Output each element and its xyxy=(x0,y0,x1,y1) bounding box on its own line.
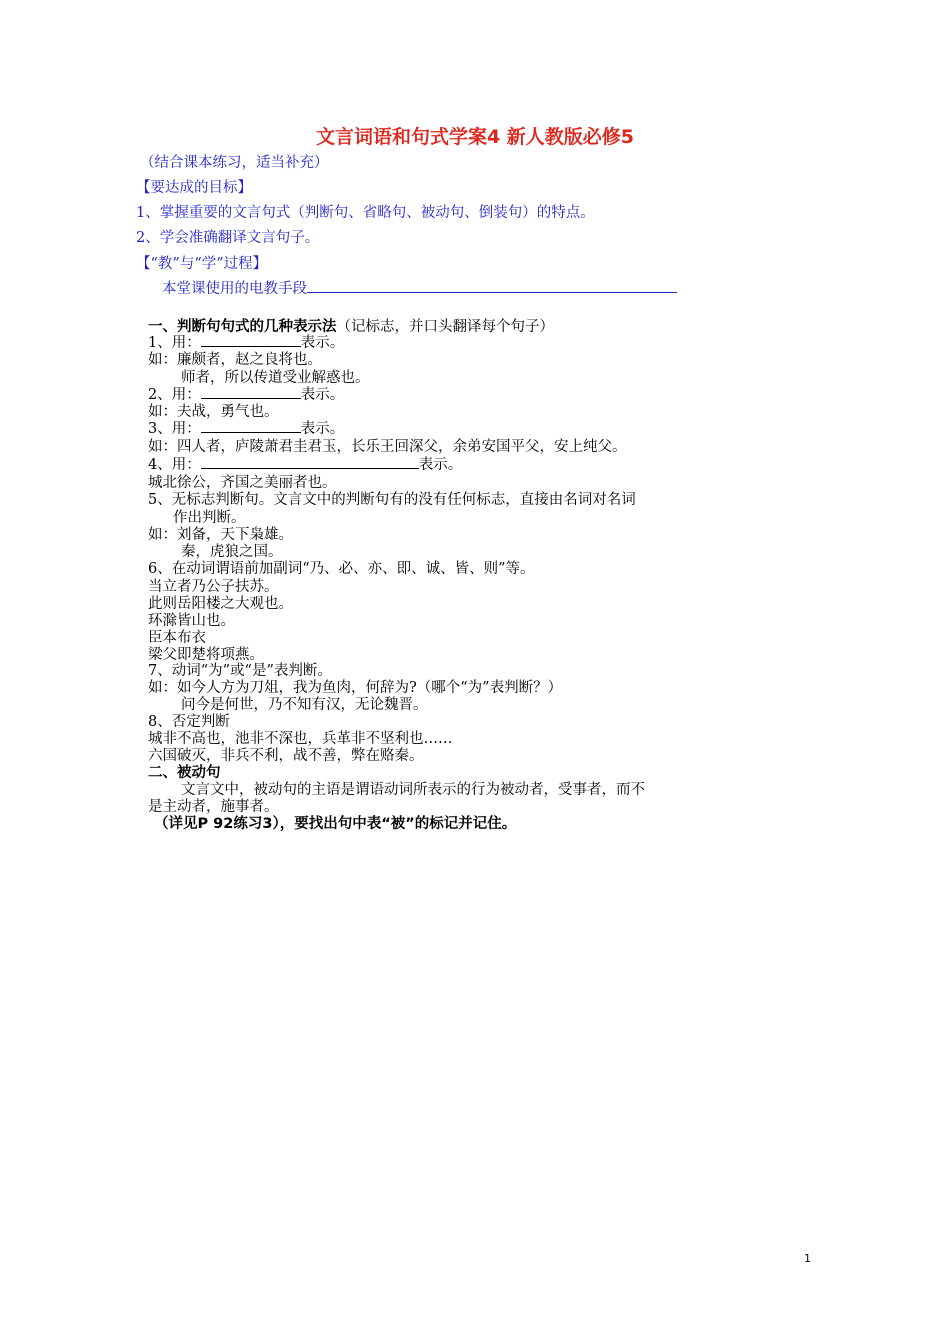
example-6b: 此则岳阳楼之大观也。 xyxy=(148,596,293,612)
item-4 xyxy=(148,456,462,474)
item-3-prefix: 3、用： xyxy=(148,421,201,437)
item-1-suffix: 表示。 xyxy=(300,335,345,351)
section2-note: （详见P 92练习3），要找出句中表“被”的标记并记住。 xyxy=(154,816,517,832)
item-6: 6、在动词谓语前加副词“乃、必、亦、即、诚、皆、则”等。 xyxy=(148,561,535,577)
item-3-suffix: 表示。 xyxy=(300,421,345,437)
item-1 xyxy=(148,334,344,352)
example-8b: 六国破灭，非兵不利，战不善，弊在赂秦。 xyxy=(148,748,424,764)
example-7b: 问今是何世，乃不知有汉，无论魏晋。 xyxy=(181,697,428,713)
example-6d: 臣本布衣 xyxy=(148,630,206,646)
media-blank xyxy=(307,280,677,293)
example-1b: 师者，所以传道受业解惑也。 xyxy=(181,370,370,386)
item-4-prefix: 4、用： xyxy=(148,457,201,473)
goal-1: 1、掌握重要的文言句式（判断句、省略句、被动句、倒装句）的特点。 xyxy=(136,205,595,221)
example-1a: 如：廉颇者，赵之良将也。 xyxy=(148,352,322,368)
example-5b: 秦，虎狼之国。 xyxy=(181,544,283,560)
section1-heading-main: 一、判断句句式的几种表示法 xyxy=(148,319,337,335)
example-5a: 如：刘备，天下枭雄。 xyxy=(148,527,293,543)
page-number: 1 xyxy=(804,1252,811,1265)
item-8: 8、否定判断 xyxy=(148,714,230,730)
page-title: 文言词语和句式学案4 新人教版必修5 xyxy=(315,126,635,148)
item-3 xyxy=(148,420,344,438)
item-1-prefix: 1、用： xyxy=(148,335,201,351)
item-2-prefix: 2、用： xyxy=(148,387,201,403)
goals-heading: 【要达成的目标】 xyxy=(136,180,252,196)
example-8a: 城非不高也，池非不深也，兵革非不坚利也…… xyxy=(148,731,453,747)
item-4-blank xyxy=(201,456,419,469)
item-3-blank xyxy=(201,420,301,433)
section2-heading: 二、被动句 xyxy=(148,765,221,781)
item-2 xyxy=(148,386,344,404)
item-4-suffix: 表示。 xyxy=(418,457,463,473)
example-6c: 环滁皆山也。 xyxy=(148,613,235,629)
example-4: 城北徐公，齐国之美丽者也。 xyxy=(148,475,337,491)
example-2: 如：夫战，勇气也。 xyxy=(148,404,279,420)
item-2-blank xyxy=(201,386,301,399)
media-line xyxy=(162,280,677,298)
item-7: 7、动词“为”或“是”表判断。 xyxy=(148,663,332,679)
item-2-suffix: 表示。 xyxy=(300,387,345,403)
example-3: 如：四人者，庐陵萧君圭君玉，长乐王回深父，余弟安国平父，安上纯父。 xyxy=(148,439,627,455)
section1-heading-note: （记标志，并口头翻译每个句子） xyxy=(336,319,554,335)
media-label: 本堂课使用的电教手段 xyxy=(162,281,307,297)
section2-paragraph-line1: 文言文中，被动句的主语是谓语动词所表示的行为被动者，受事者，而不 xyxy=(181,782,645,798)
section2-paragraph-line2: 是主动者，施事者。 xyxy=(148,799,279,815)
item-5-line1: 5、无标志判断句。文言文中的判断句有的没有任何标志，直接由名词对名词 xyxy=(148,492,636,508)
goal-2: 2、学会准确翻译文言句子。 xyxy=(136,230,320,246)
item-1-blank xyxy=(201,334,301,347)
example-7a: 如：如今人方为刀俎，我为鱼肉，何辞为?（哪个“为”表判断？） xyxy=(148,680,563,696)
item-5-line2: 作出判断。 xyxy=(173,510,246,526)
example-6a: 当立者乃公子扶苏。 xyxy=(148,579,279,595)
intro-note: （结合课本练习，适当补充） xyxy=(140,155,329,171)
process-heading: 【“教”与“学”过程】 xyxy=(136,256,268,272)
example-6e: 梁父即楚将项燕。 xyxy=(148,647,264,663)
